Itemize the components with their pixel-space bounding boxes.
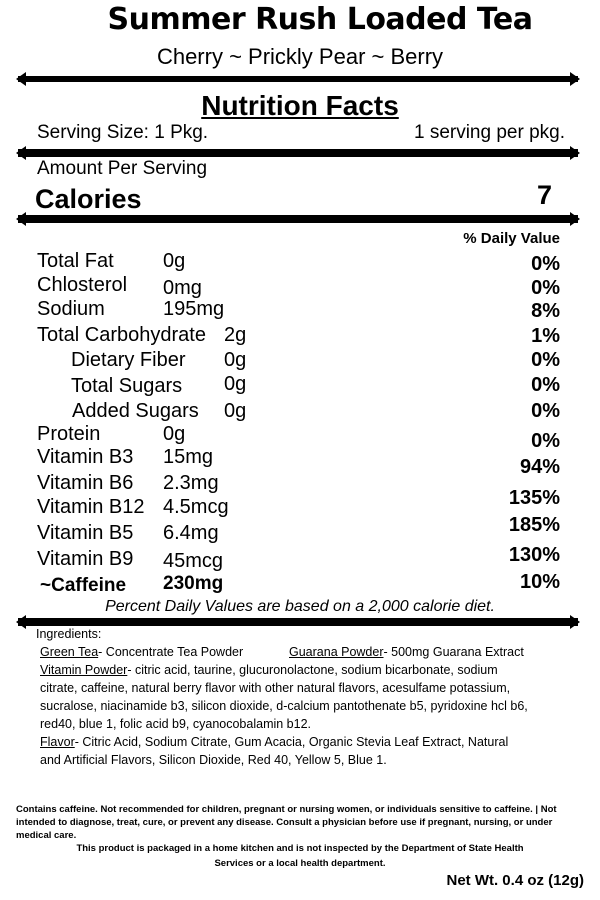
ingredient-flavor [40,733,508,751]
net-weight: Net Wt. 0.4 oz (12g) [446,872,584,889]
nutrient-amount: 0g [163,250,186,272]
nutrient-amount: 0g [224,373,247,395]
green-tea-label: Green Tea [40,645,99,659]
ingredient-guarana [289,643,524,661]
servings-per-package: 1 serving per pkg. [413,122,565,143]
nutrient-dv: 94% [519,456,560,478]
divider-calories [18,215,578,223]
nutrient-name: Total Sugars [71,375,183,397]
calories-label: Calories [35,184,142,214]
guarana-label: Guarana Powder [289,645,384,659]
nutrient-amount: 6.4mg [163,522,219,544]
home-kitchen-notice-line1: This product is packaged in a home kitchen and is not inspected by the Department of State Health [76,843,524,854]
vitamin-line: citrate, caffeine, natural berry flavor with other natural flavors, acesulfame potassium, [40,681,511,695]
vitamin-powder-label: Vitamin Powder [40,663,128,677]
flavor-subtitle: Cherry ~ Prickly Pear ~ Berry [156,44,444,69]
nutrient-name: Dietary Fiber [71,349,186,371]
daily-value-header: % Daily Value [463,230,560,247]
divider-thick [18,149,578,157]
nutrient-name: Chlosterol [37,274,128,296]
guarana-text: - 500mg Guarana Extract [383,645,524,659]
nutrient-name: Added Sugars [72,400,199,422]
divider-top [18,76,578,82]
ingredient-vitamin-powder [40,661,498,679]
nutrient-amount: 2.3mg [163,472,219,494]
nutrient-dv: 0% [531,430,560,452]
nutrient-dv: 0% [531,349,560,371]
nutrition-facts-heading: Nutrition Facts [201,90,399,121]
nutrient-name: Vitamin B5 [37,522,134,544]
serving-size: Serving Size: 1 Pkg. [37,122,209,143]
home-kitchen-notice-line2: Services or a local health department. [214,858,386,869]
nutrient-dv: 10% [519,571,560,593]
nutrient-amount: 15mg [163,446,214,468]
flavor-line: - Citric Acid, Sodium Citrate, Gum Acacia, Organic Stevia Leaf Extract, Natural [74,735,509,749]
nutrient-dv: 1% [531,325,560,347]
nutrient-name: Total Carbohydrate [37,324,206,346]
nutrient-name: Vitamin B9 [37,548,134,570]
ingredients-heading: Ingredients: [36,627,102,641]
ingredient-green-tea [40,643,243,661]
amount-per-serving: Amount Per Serving [37,158,208,179]
nutrient-dv: 185% [508,514,560,536]
nutrient-amount: 4.5mcg [163,496,229,518]
nutrient-amount: 195mg [163,298,225,320]
nutrient-dv: 135% [508,487,560,509]
daily-value-footnote: Percent Daily Values are based on a 2,000 calorie diet. [105,598,495,615]
divider-bottom [18,618,578,626]
nutrient-amount: 0g [224,349,247,371]
flavor-line: and Artificial Flavors, Silicon Dioxide, Red 40, Yellow 5, Blue 1. [40,753,387,767]
nutrient-dv: 0% [531,277,560,299]
vitamin-line: sucralose, niacinamide b3, silicon dioxide, d-calcium pantothenate b5, pyridoxine hcl b6, [40,699,528,713]
caffeine-label: ~Caffeine [40,575,127,596]
nutrient-dv: 130% [508,544,560,566]
calories-value: 7 [536,180,552,210]
nutrient-name: Protein [37,423,101,445]
nutrient-amount: 0g [224,400,247,422]
nutrient-dv: 0% [531,400,560,422]
caffeine-amount: 230mg [163,573,224,594]
nutrient-name: Vitamin B6 [37,472,134,494]
nutrient-amount: 45mcg [163,550,224,572]
flavor-label: Flavor [40,735,75,749]
vitamin-line: red40, blue 1, folic acid b9, cyanocobalamin b12. [40,717,312,731]
product-title: Summer Rush Loaded Tea [107,2,533,37]
nutrient-name: Vitamin B3 [37,446,134,468]
vitamin-line: - citric acid, taurine, glucuronolactone, sodium bicarbonate, sodium [127,663,498,677]
green-tea-text: - Concentrate Tea Powder [98,645,244,659]
nutrient-amount: 0g [163,423,186,445]
nutrient-name: Vitamin B12 [37,496,145,518]
caffeine-warning: Contains caffeine. Not recommended for children, pregnant or nursing women, or individuals sensitive to caffeine. | Not intended to diagnose, treat, cure, or prevent any disease. Consult a physician before use if pregnant, nursing, or under medical care. [16,804,557,841]
nutrient-name: Sodium [37,298,105,320]
nutrient-dv: 8% [531,300,560,322]
nutrient-name: Total Fat [37,250,114,272]
nutrient-dv: 0% [531,253,560,275]
nutrient-dv: 0% [531,374,560,396]
nutrient-amount: 2g [224,324,247,346]
nutrient-amount: 0mg [163,277,202,299]
